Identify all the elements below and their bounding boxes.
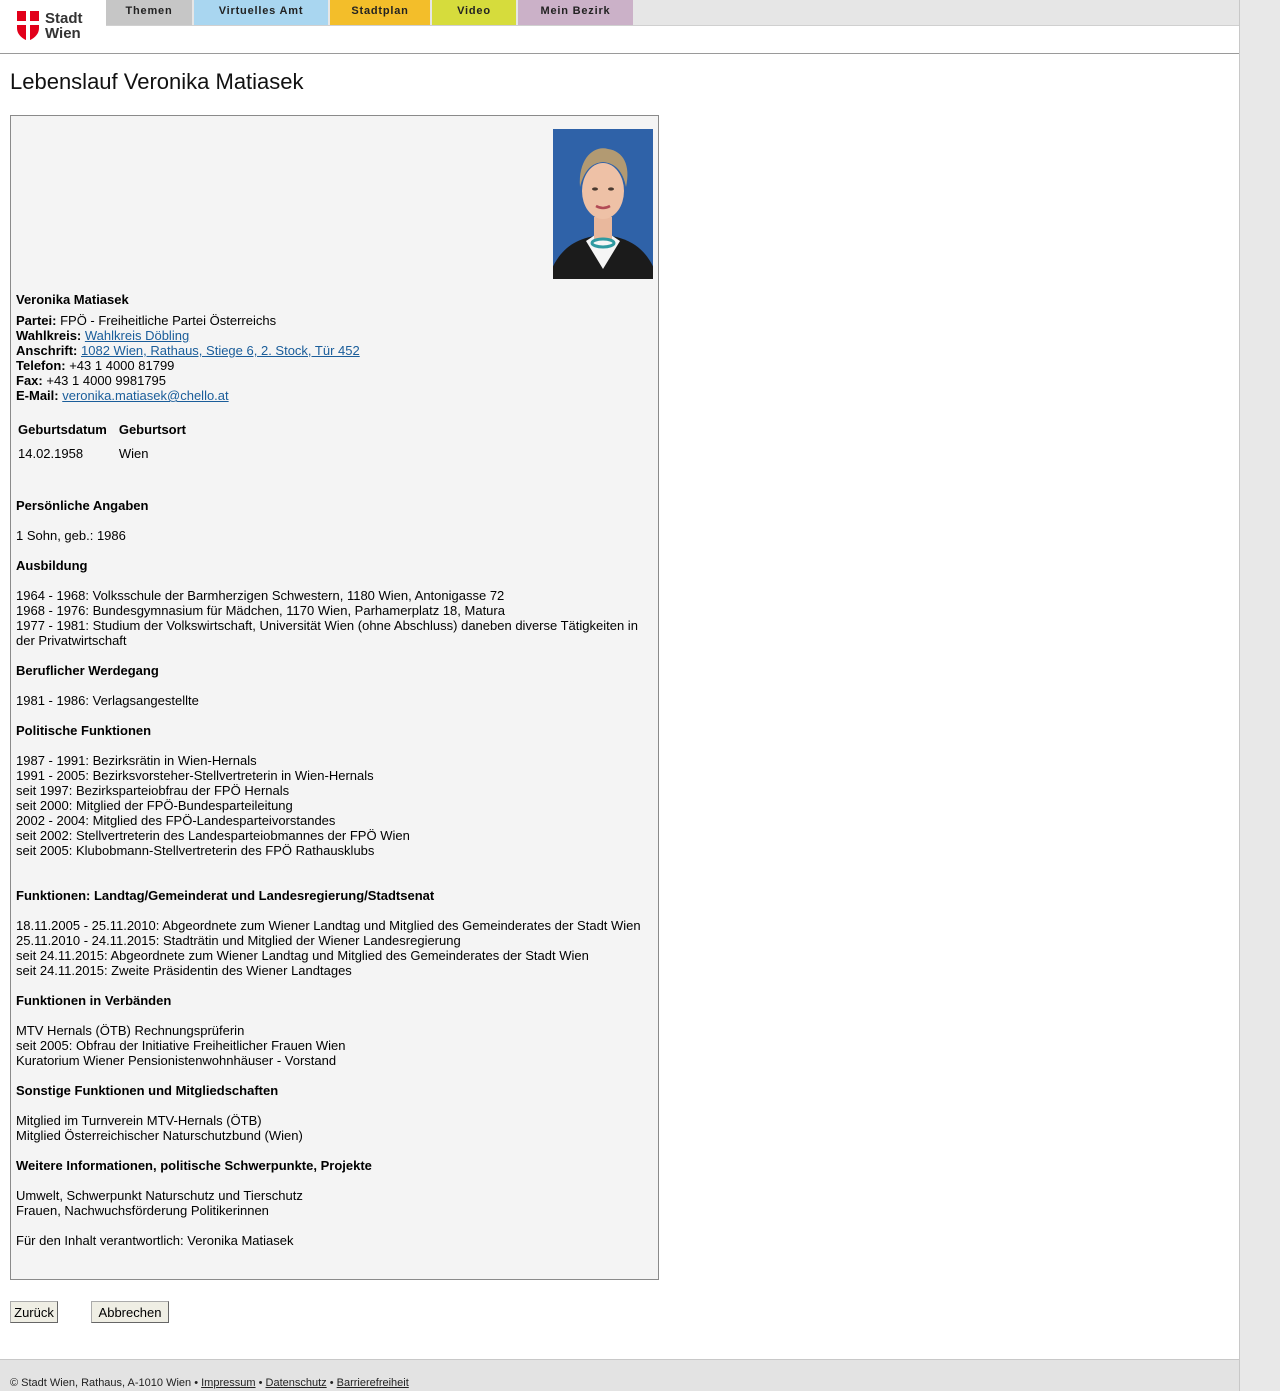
site-footer <box>0 1359 1239 1391</box>
responsible-note: Für den Inhalt verantwortlich: Veronika Matiasek <box>16 1233 294 1248</box>
section-title-education: Ausbildung <box>16 558 88 573</box>
footer-text <box>10 1377 409 1389</box>
cancel-button[interactable]: Abbrechen <box>91 1301 169 1323</box>
logo-line-2: Wien <box>45 25 81 42</box>
section-title-landtag: Funktionen: Landtag/Gemeinderat und Landesregierung/Stadtsenat <box>16 888 435 903</box>
section-line: 18.11.2005 - 25.11.2010: Abgeordnete zum Wiener Landtag und Mitglied des Gemeinderates der Stadt Wien <box>16 918 641 933</box>
birth-table <box>18 420 198 463</box>
section-title-career: Beruflicher Werdegang <box>16 663 159 678</box>
birth-table-header-row <box>18 420 198 441</box>
section-title-associations: Funktionen in Verbänden <box>16 993 172 1008</box>
section-line: seit 1997: Bezirksparteiobfrau der FPÖ Hernals <box>16 783 290 798</box>
party-row <box>16 313 646 328</box>
party-value: FPÖ - Freiheitliche Partei Österreichs <box>60 313 277 328</box>
section-line: Kuratorium Wiener Pensionistenwohnhäuser - Vorstand <box>16 1053 337 1068</box>
birth-date-value: 14.02.1958 <box>18 446 84 461</box>
district-row <box>16 328 646 343</box>
fax-row <box>16 373 646 388</box>
section-line: Mitglied im Turnverein MTV-Hernals (ÖTB) <box>16 1113 262 1128</box>
nav-tab-themen[interactable]: Themen <box>106 0 192 25</box>
phone-row <box>16 358 646 373</box>
section-line: seit 2000: Mitglied der FPÖ-Bundesparteileitung <box>16 798 293 813</box>
logo-line-1: Stadt <box>45 10 83 27</box>
section-line: seit 24.11.2015: Zweite Präsidentin des Wiener Landtages <box>16 963 352 978</box>
section-line: 1977 - 1981: Studium der Volkswirtschaft, Universität Wien (ohne Abschluss) daneben diverse Tätigkeiten in der Privatwirtschaft <box>16 618 638 648</box>
person-name: Veronika Matiasek <box>16 292 129 307</box>
footer-link-impressum[interactable]: Impressum <box>201 1377 256 1389</box>
district-label: Wahlkreis: <box>16 328 82 343</box>
address-row <box>16 343 646 358</box>
section-line: 25.11.2010 - 24.11.2015: Stadträtin und Mitglied der Wiener Landesregierung <box>16 933 461 948</box>
section-line: seit 24.11.2015: Abgeordnete zum Wiener Landtag und Mitglied des Gemeinderates der Stadt Wien <box>16 948 589 963</box>
section-title-memberships: Sonstige Funktionen und Mitgliedschaften <box>16 1083 279 1098</box>
nav-tab-video[interactable]: Video <box>432 0 516 25</box>
section-line: 1964 - 1968: Volksschule der Barmherzigen Schwestern, 1180 Wien, Antonigasse 72 <box>16 588 505 603</box>
section-line: 1991 - 2005: Bezirksvorsteher-Stellvertreterin in Wien-Hernals <box>16 768 374 783</box>
fax-value: +43 1 4000 9981795 <box>46 373 167 388</box>
email-link[interactable]: veronika.matiasek@chello.at <box>62 388 229 403</box>
nav-tab-virtuelles-amt[interactable]: Virtuelles Amt <box>194 0 328 25</box>
birth-place-header: Geburtsort <box>118 422 187 437</box>
footer-separator: • <box>258 1377 263 1389</box>
section-title-political: Politische Funktionen <box>16 723 152 738</box>
profile-box <box>10 115 659 1280</box>
stadt-wien-logo[interactable] <box>17 10 83 42</box>
email-label: E-Mail: <box>16 388 59 403</box>
footer-separator: • <box>329 1377 334 1389</box>
back-button[interactable]: Zurück <box>10 1301 58 1323</box>
portrait-photo <box>553 129 653 279</box>
section-line: seit 2005: Obfrau der Initiative Freiheitlicher Frauen Wien <box>16 1038 346 1053</box>
birth-table-row <box>18 441 198 463</box>
phone-label: Telefon: <box>16 358 66 373</box>
district-link[interactable]: Wahlkreis Döbling <box>84 328 190 343</box>
page-title: Lebenslauf Veronika Matiasek <box>10 69 304 94</box>
section-line: Umwelt, Schwerpunkt Naturschutz und Tierschutz <box>16 1188 303 1203</box>
profile-content <box>16 292 646 1248</box>
address-label: Anschrift: <box>16 343 78 358</box>
logo-wordmark <box>45 11 83 41</box>
phone-value: +43 1 4000 81799 <box>69 358 175 373</box>
birth-place-value: Wien <box>118 446 149 461</box>
nav-tab-mein-bezirk[interactable]: Mein Bezirk <box>518 0 633 25</box>
section-title-further-info: Weitere Informationen, politische Schwerpunkte, Projekte <box>16 1158 372 1173</box>
footer-copyright: © Stadt Wien, Rathaus, A-1010 Wien • <box>10 1377 199 1389</box>
section-line: 2002 - 2004: Mitglied des FPÖ-Landesparteivorstandes <box>16 813 336 828</box>
window-scroll-gutter <box>1239 0 1280 1391</box>
section-line: 1968 - 1976: Bundesgymnasium für Mädchen, 1170 Wien, Parhamerplatz 18, Matura <box>16 603 505 618</box>
party-label: Partei: <box>16 313 57 328</box>
address-link[interactable]: 1082 Wien, Rathaus, Stiege 6, 2. Stock, Tür 452 <box>81 343 360 358</box>
section-line: seit 2005: Klubobmann-Stellvertreterin des FPÖ Rathausklubs <box>16 843 375 858</box>
section-line: 1 Sohn, geb.: 1986 <box>16 528 126 543</box>
site-header <box>0 0 1239 54</box>
birth-date-header: Geburtsdatum <box>18 422 107 437</box>
section-line: 1981 - 1986: Verlagsangestellte <box>16 693 199 708</box>
nav-tab-stadtplan[interactable]: Stadtplan <box>330 0 430 25</box>
email-row <box>16 388 646 403</box>
section-line: MTV Hernals (ÖTB) Rechnungsprüferin <box>16 1023 245 1038</box>
main-navigation <box>106 0 1239 26</box>
section-line: Mitglied Österreichischer Naturschutzbund (Wien) <box>16 1128 303 1143</box>
section-title-personal: Persönliche Angaben <box>16 498 149 513</box>
footer-link-datenschutz[interactable]: Datenschutz <box>265 1377 327 1389</box>
section-line: 1987 - 1991: Bezirksrätin in Wien-Hernals <box>16 753 257 768</box>
section-line: seit 2002: Stellvertreterin des Landesparteiobmannes der FPÖ Wien <box>16 828 410 843</box>
section-line: Frauen, Nachwuchsförderung Politikerinnen <box>16 1203 269 1218</box>
fax-label: Fax: <box>16 373 43 388</box>
footer-link-barrierefreiheit[interactable]: Barrierefreiheit <box>336 1377 409 1389</box>
wien-coat-of-arms-icon <box>17 11 39 41</box>
